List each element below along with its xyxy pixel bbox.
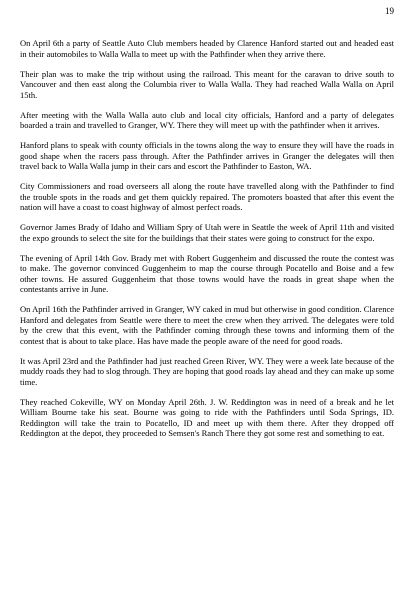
paragraph-5: City Commissioners and road overseers all along the route have travelled along with the Pathfinder to find the trouble spots in the roads and get them quickly repaired. The promoters boasted that after this event the nation will have a coast to coast highway of almost perfect roads. [20, 181, 394, 212]
paragraph-6: Governor James Brady of Idaho and William Spry of Utah were in Seattle the week of April 11th and visited the expo grounds to select the site for the buildings that their states were going to construct for the expo. [20, 222, 394, 243]
paragraph-1: On April 6th a party of Seattle Auto Club members headed by Clarence Hanford started out and headed east in their automobiles to Walla Walla to meet up with the Pathfinder when they arrive there. [20, 38, 394, 59]
paragraph-3: After meeting with the Walla Walla auto club and local city officials, Hanford and a party of delegates boarded a train and travelled to Granger, WY. There they will meet up with the pathfinder when it arrives. [20, 109, 394, 130]
paragraph-7: The evening of April 14th Gov. Brady met with Robert Guggenheim and discussed the route the contest was to make. The governor convinced Guggenheim to map the course through Pocatello and Boise and a few other towns. He assured Guggenheim that those towns would have the roads in great shape when the contestants arrive in June. [20, 252, 394, 294]
paragraph-9: It was April 23rd and the Pathfinder had just reached Green River, WY. They were a week late because of the muddy roads they had to slog through. They are hoping that good roads lay ahead and they can make up some time. [20, 355, 394, 387]
page-number: 19 [385, 6, 394, 16]
paragraph-2: Their plan was to make the trip without using the railroad. This meant for the caravan to drive south to Vancouver and then east along the Columbia river to Walla Walla. They had reached Walla Walla on April 15th. [20, 68, 394, 100]
paragraph-4: Hanford plans to speak with county officials in the towns along the way to ensure they will have the roads in good shape when the racers pass through. After the Pathfinder arrives in Granger the delegates will then travel back to Walla Walla jump in their cars and escort the Pathfinder to Easton, WA. [20, 140, 394, 171]
paragraph-8: On April 16th the Pathfinder arrived in Granger, WY caked in mud but otherwise in good condition. Clarence Hanford and delegates from Seattle were there to meet the crew when they arrived. The delegates were told by the crew that this event, with the Pathfinder coming through these towns and informing them of the contest that is about to take place. Has have made the people aware of the need for good roads. [20, 304, 394, 346]
paragraph-10: They reached Cokeville, WY on Monday April 26th. J. W. Reddington was in need of a break and he let William Bourne take his seat. Bourne was going to ride with the Pathfinders until Soda Springs, ID. Reddington will take the train to Pocatello, ID and meet up with them there. After they dropped off Reddington at the depot, they proceeded to Semsen's Ranch There they got some rest and something to eat. [20, 396, 394, 438]
